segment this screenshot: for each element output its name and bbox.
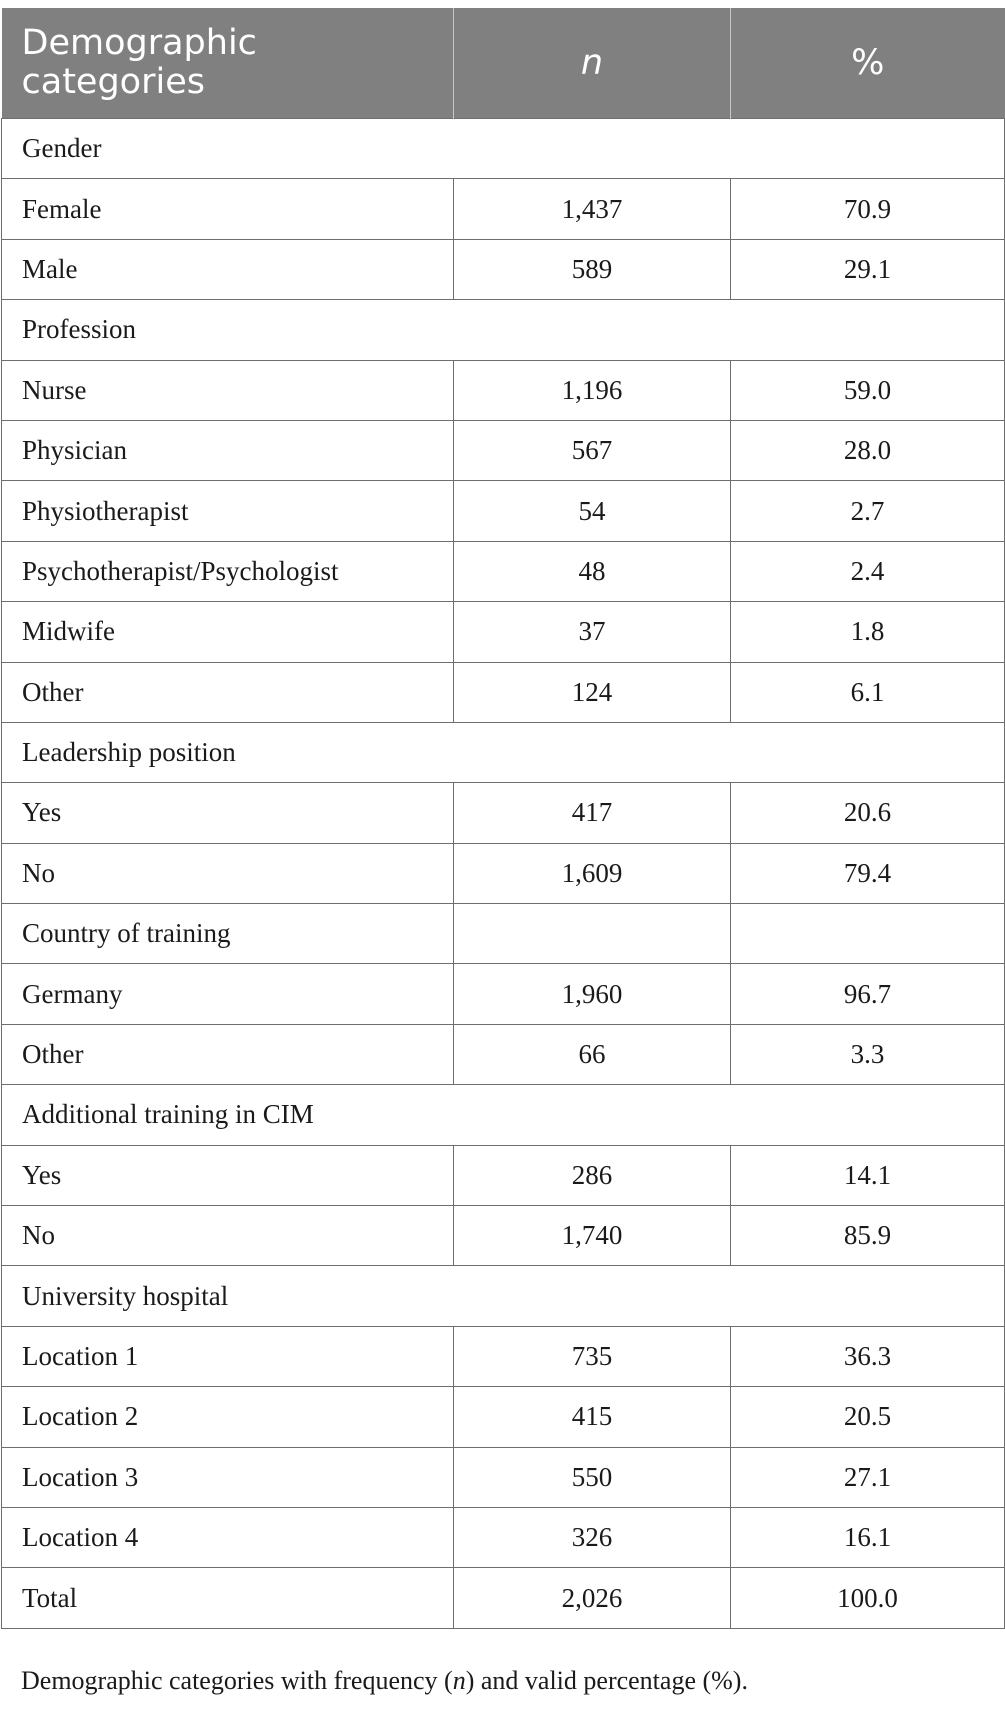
row-n-value: 286 [454,1145,731,1205]
row-label: Psychotherapist/Psychologist [2,541,454,601]
row-percent-value: 96.7 [731,964,1005,1024]
table-row [2,964,1005,1024]
row-n-value: 48 [454,541,731,601]
table-row [2,420,1005,480]
row-n-value: 567 [454,420,731,480]
group-label: University hospital [2,1266,1005,1326]
table-group-row [2,722,1005,782]
row-n-value: 37 [454,602,731,662]
row-label: Location 4 [2,1507,454,1567]
group-label: Profession [2,300,1005,360]
row-label: Physician [2,420,454,480]
table-row [2,481,1005,541]
table-row [2,783,1005,843]
table-group-row [2,1085,1005,1145]
row-n-value: 415 [454,1387,731,1447]
row-label: Yes [2,783,454,843]
group-label: Leadership position [2,722,1005,782]
caption-suffix: ) and valid percentage (%). [465,1666,748,1695]
group-label: Gender [2,119,1005,179]
row-percent-value: 85.9 [731,1206,1005,1266]
table-row [2,1568,1005,1628]
row-percent-value: 28.0 [731,420,1005,480]
table-group-row [2,904,1005,964]
row-label: Location 2 [2,1387,454,1447]
table-group-row [2,1266,1005,1326]
row-label: Other [2,662,454,722]
row-label: Physiotherapist [2,481,454,541]
row-n-value: 589 [454,239,731,299]
row-n-value: 417 [454,783,731,843]
demographics-table-container [1,8,1004,1629]
header-percent: % [731,8,1005,119]
row-percent-value: 59.0 [731,360,1005,420]
table-row [2,1507,1005,1567]
group-label: Country of training [2,904,454,964]
group-label: Additional training in CIM [2,1085,1005,1145]
row-label: Yes [2,1145,454,1205]
row-percent-value: 6.1 [731,662,1005,722]
row-n-value: 735 [454,1326,731,1386]
row-percent-value: 20.6 [731,783,1005,843]
row-percent-value: 14.1 [731,1145,1005,1205]
row-n-value [454,904,731,964]
table-group-row [2,119,1005,179]
row-label: Germany [2,964,454,1024]
row-n-value: 2,026 [454,1568,731,1628]
row-n-value: 54 [454,481,731,541]
row-label: Female [2,179,454,239]
table-row [2,239,1005,299]
row-label: Other [2,1024,454,1084]
table-row [2,662,1005,722]
row-percent-value: 36.3 [731,1326,1005,1386]
table-body [2,119,1005,1629]
row-percent-value: 2.4 [731,541,1005,601]
row-percent-value: 79.4 [731,843,1005,903]
row-n-value: 1,740 [454,1206,731,1266]
table-row [2,843,1005,903]
row-percent-value: 100.0 [731,1568,1005,1628]
row-label: No [2,843,454,903]
row-n-value: 550 [454,1447,731,1507]
table-group-row [2,300,1005,360]
caption-n: n [452,1666,466,1695]
table-row [2,360,1005,420]
row-label: Male [2,239,454,299]
row-label: Nurse [2,360,454,420]
caption-prefix: Demographic categories with frequency ( [21,1666,453,1695]
row-percent-value: 20.5 [731,1387,1005,1447]
row-label: Midwife [2,602,454,662]
table-row [2,602,1005,662]
row-percent-value: 2.7 [731,481,1005,541]
row-n-value: 1,196 [454,360,731,420]
header-row [2,8,1005,119]
row-label: Location 1 [2,1326,454,1386]
table-row [2,1326,1005,1386]
row-n-value: 1,960 [454,964,731,1024]
table-row [2,541,1005,601]
row-label: No [2,1206,454,1266]
row-percent-value: 1.8 [731,602,1005,662]
row-percent-value: 70.9 [731,179,1005,239]
table-row [2,1145,1005,1205]
row-n-value: 66 [454,1024,731,1084]
table-header [2,8,1005,119]
row-percent-value: 27.1 [731,1447,1005,1507]
table-row [2,1024,1005,1084]
row-percent-value: 16.1 [731,1507,1005,1567]
table-row [2,1206,1005,1266]
row-label: Location 3 [2,1447,454,1507]
table-row [2,179,1005,239]
row-label: Total [2,1568,454,1628]
row-percent-value: 29.1 [731,239,1005,299]
header-n: n [454,8,731,119]
table-row [2,1447,1005,1507]
row-n-value: 1,609 [454,843,731,903]
row-n-value: 326 [454,1507,731,1567]
row-n-value: 124 [454,662,731,722]
row-n-value: 1,437 [454,179,731,239]
row-percent-value: 3.3 [731,1024,1005,1084]
row-percent-value [731,904,1005,964]
demographics-table [1,8,1005,1629]
table-row [2,1387,1005,1447]
table-caption [21,1666,748,1696]
header-demographic-categories: Demographic categories [2,8,454,119]
